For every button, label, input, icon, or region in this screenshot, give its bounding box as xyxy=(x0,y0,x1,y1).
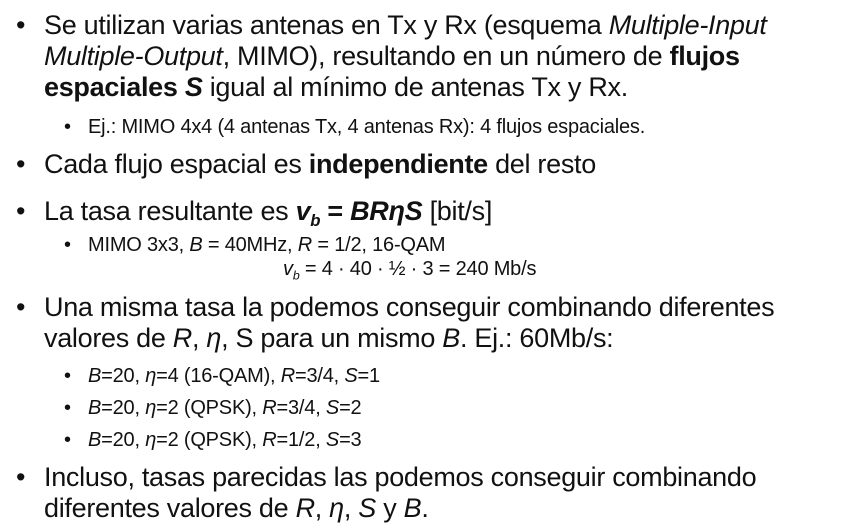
text-run: S xyxy=(358,493,376,523)
bullet-dot: • xyxy=(16,462,26,492)
text-run: S xyxy=(344,365,358,387)
text-run: y xyxy=(376,493,404,523)
text-run: =2 (QPSK), xyxy=(156,429,263,451)
text-run: =20, xyxy=(101,397,146,419)
bullet-text xyxy=(44,149,834,180)
text-run: b xyxy=(292,268,300,283)
text-run: independiente xyxy=(308,149,488,179)
bullet-text xyxy=(44,10,834,103)
text-run: η xyxy=(145,397,157,419)
text-run: , xyxy=(314,493,330,523)
bullet-dot: • xyxy=(64,397,72,419)
bullet-text xyxy=(88,396,828,420)
bullet-text xyxy=(44,462,834,524)
text-run: = xyxy=(320,196,351,226)
text-run: η xyxy=(145,365,157,387)
text-run: R xyxy=(172,323,192,353)
text-run: η xyxy=(206,323,222,353)
text-run: del resto xyxy=(487,149,596,179)
rate-formula xyxy=(283,257,536,281)
bullet-dot: • xyxy=(16,149,26,179)
text-run: . xyxy=(421,493,429,523)
bullet-dot: • xyxy=(64,429,72,451)
text-run: = 4 · 40 · ½ · 3 = 240 Mb/s xyxy=(299,258,537,280)
text-run: =20, xyxy=(101,429,146,451)
text-run: =1 xyxy=(357,365,380,387)
text-run: Incluso, tasas parecidas las podemos conseguir combinando diferentes valores de xyxy=(44,462,757,523)
text-run: =4 (16-QAM), xyxy=(156,365,281,387)
text-run: =2 (QPSK), xyxy=(156,397,263,419)
text-run: = 1/2, 16-QAM xyxy=(312,234,446,256)
text-run: Multiple-Input Multiple-Output xyxy=(44,10,767,71)
bullet-dot: • xyxy=(16,10,26,40)
bullet-text xyxy=(88,233,828,257)
text-run: R xyxy=(297,234,313,256)
text-run: [bit/s] xyxy=(422,196,493,226)
text-run: =1/2, xyxy=(276,429,326,451)
text-run: =3/4, xyxy=(276,397,326,419)
text-run: MIMO 3x3, xyxy=(88,234,190,256)
text-run: B xyxy=(442,323,460,353)
text-run: S xyxy=(184,72,203,102)
bullet-text xyxy=(88,364,828,388)
text-run: Se utilizan varias antenas en Tx y Rx (esquema xyxy=(44,10,609,40)
bullet-dot: • xyxy=(64,365,72,387)
text-run: b xyxy=(310,210,321,230)
bullet-dot: • xyxy=(64,234,72,256)
text-run: igual al mínimo de antenas Tx y Rx. xyxy=(202,72,628,102)
text-run: v xyxy=(283,258,293,280)
text-run: B xyxy=(189,234,203,256)
text-run: . Ej.: 60Mb/s: xyxy=(460,323,614,353)
text-run: =3/4, xyxy=(295,365,345,387)
text-run: R xyxy=(262,429,277,451)
text-run: B xyxy=(88,429,102,451)
bullet-dot: • xyxy=(16,196,26,226)
text-run: Cada flujo espacial es xyxy=(44,149,309,179)
text-run: Una misma tasa la podemos conseguir combinando diferentes valores de xyxy=(44,292,775,353)
text-run: B xyxy=(88,397,102,419)
text-run: B xyxy=(88,365,102,387)
text-run: =20, xyxy=(101,365,146,387)
text-run: La tasa resultante es xyxy=(44,196,296,226)
bullet-dot: • xyxy=(16,292,26,322)
text-run: v xyxy=(295,196,311,226)
bullet-text xyxy=(44,196,834,230)
text-run: η xyxy=(329,493,344,523)
text-run: =2 xyxy=(339,397,362,419)
text-run: , xyxy=(343,493,359,523)
text-run: =3 xyxy=(339,429,362,451)
bullet-text: Ej.: MIMO 4x4 (4 antenas Tx, 4 antenas Rx): 4 flujos espaciales. xyxy=(88,116,646,138)
bullet-dot: • xyxy=(64,116,72,138)
text-run: R xyxy=(295,493,315,523)
text-run: , xyxy=(191,323,207,353)
text-run: R xyxy=(280,365,295,387)
text-run: S xyxy=(325,397,340,419)
text-run: flujos espaciales xyxy=(44,41,740,102)
text-run: = 40MHz, xyxy=(202,234,298,256)
bullet-text xyxy=(88,428,828,452)
text-run: R xyxy=(262,397,277,419)
text-run: B xyxy=(403,493,422,523)
bullet-text xyxy=(44,292,834,354)
text-run: , S para un mismo xyxy=(221,323,443,353)
text-run: S xyxy=(325,429,340,451)
text-run: , MIMO), resultando en un número de xyxy=(222,41,670,71)
text-run: BRηS xyxy=(350,196,423,226)
text-run: η xyxy=(145,429,157,451)
